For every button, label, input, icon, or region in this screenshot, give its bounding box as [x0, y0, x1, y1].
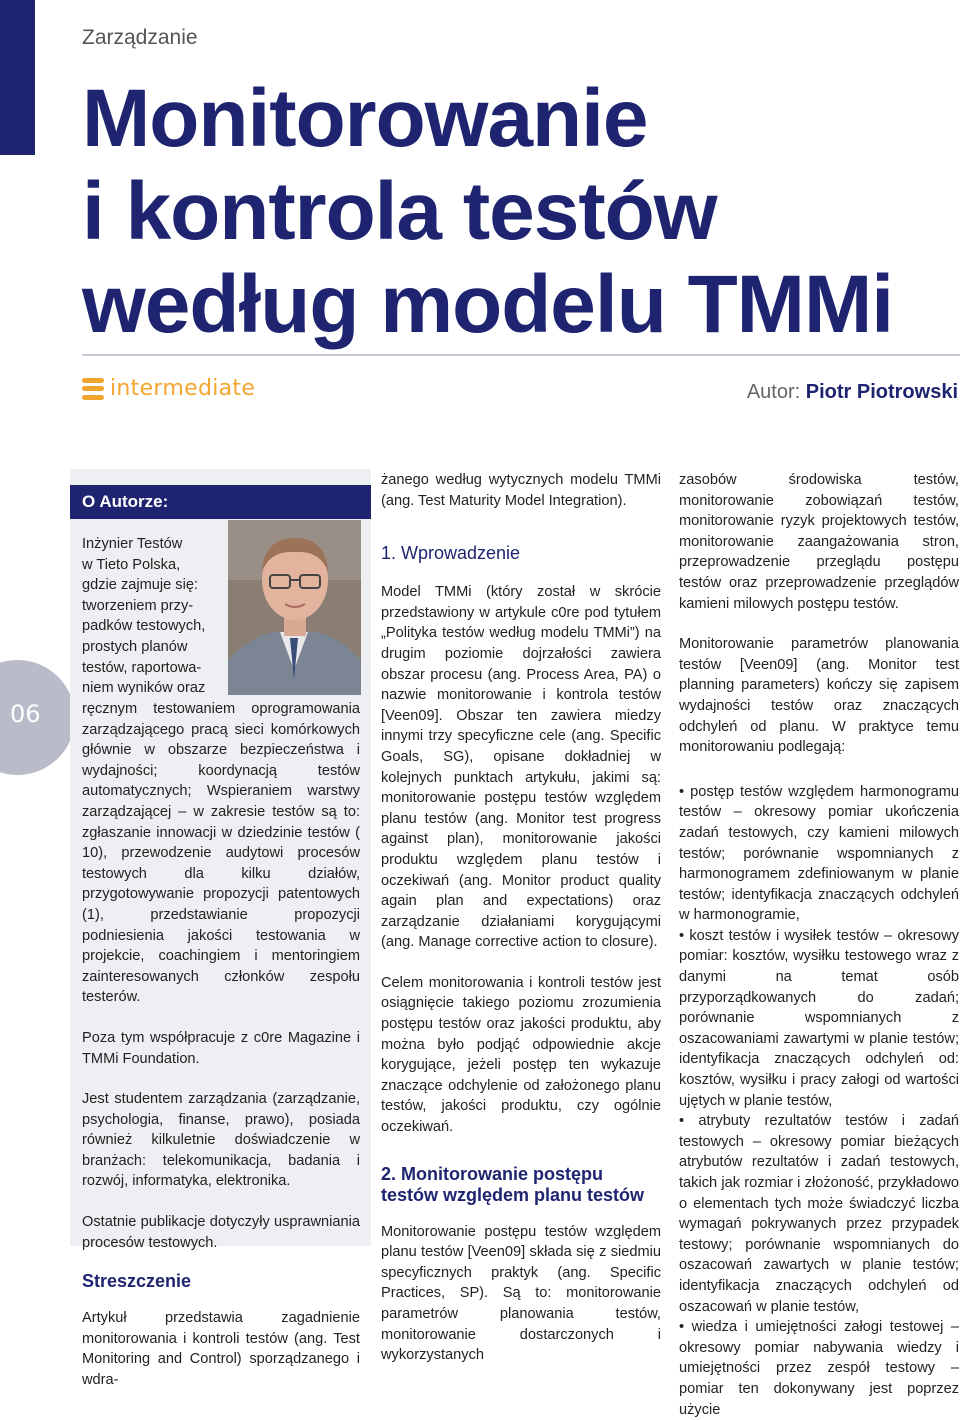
bio-line: padków testowych,	[82, 618, 206, 635]
author-line	[747, 381, 958, 404]
abstract-heading: Streszczenie	[82, 1271, 192, 1291]
page-number: 06	[10, 700, 41, 728]
list-item: • postęp testów względem harmonogramu testów – okresowy pomiar ukończenia zadań testowych, czy kamieni milowych testów; porównanie wspomnianych z harmonogramem zdefiniowanym w planie testów; identyfikacja znaczących odchyleń w harmonogramie,	[679, 783, 959, 924]
paragraph: Model TMMi (który został w skrócie przedstawiony w artykule c0re pod tytułem „Polityka testów według modelu TMMi”) na drugim poziomie dojrzałości zawiera obszar procesu (ang. Process Area, PA) o nazwie monitorowanie i kontrola testów [Veen09]. Obszar ten zawiera miedzy innymi trzy specyficzne cele (ang. Specific Goals, SG), opisane dokładniej w kolejnych punktach artykułu, jakimi są: monitorowanie postępu testów względem planu testów (ang. Monitor test progress against plan), monitorowanie jakości produktu względem planu testów i oczekiwań (ang. Monitor product quality again plan and expectations) oraz zarządzanie działaniami korygującymi (ang. Manage corrective action to closure).	[381, 584, 661, 951]
title-line: według modelu TMMi	[82, 259, 894, 350]
bullet-list	[679, 782, 959, 1420]
bio-line: tworzeniem przy-	[82, 597, 194, 614]
author-portrait	[228, 520, 361, 695]
bio-line: w Tieto Polska,	[82, 556, 181, 573]
level-badge	[82, 376, 255, 401]
bio-collab: Poza tym współpracuje z c0re Magazine i TMMi Foundation.	[82, 1029, 360, 1067]
paragraph: Celem monitorowania i kontroli testów jest osiągnięcie takiego poziomu zrozumienia postępu testów oraz jakości produktu, aby można było podjąć odpowiednie akcje korygujące, jeżeli postęp ten wykazuje znaczące odchylenie od założonego planu testów, jakości produktu, czy ogólnie oczekiwań.	[381, 974, 661, 1136]
section-label: Zarządzanie	[82, 26, 198, 49]
abstract	[82, 1271, 360, 1390]
sidebar-body	[82, 699, 360, 1253]
level-label: intermediate	[110, 376, 256, 401]
paragraph: Monitorowanie parametrów planowania testów [Veen09] (ang. Monitor test planning parameters) kończy się zapisem wydajności testów oraz znaczących odchyleń od planu. W praktyce temu monitorowaniu podlegają:	[679, 636, 959, 756]
portrait-svg	[228, 520, 361, 695]
stacked-bars-icon	[82, 378, 104, 400]
sidebar-intro	[82, 534, 218, 699]
section-heading-2: 2. Monitorowanie postępu testów względem planu testów	[381, 1163, 645, 1205]
bio-education: Jest studentem zarządzania (zarządzanie, psychologia, finanse, prawo), posiada również kilkuletnie doświadczenie w branżach: telekomunikacja, badania i rozwój, informatyka, elektronika.	[82, 1091, 360, 1190]
author-label: Autor:	[746, 381, 801, 403]
bio-text: ręcznym testowaniem oprogramowania zarządzającego pracą sieci komórkowych głównie w obszarze bezpieczeństwa i wydajności; koordynacją testów automatycznych; Wspieraniem warstwy zarządzającej – w zakresie testów są to: zgłaszanie innowacji w dziedzinie testów ( 10), przewodzenie audytowi procesów testowych dla kilku działów, przygotowywanie propozycji patentowych (1), przedstawianie propozycji podniesienia jakości testowania w projekcie, coachingiem i mentoringiem zainteresowanych członków zespołu testerów.	[82, 701, 360, 1006]
column-right	[679, 470, 959, 1420]
paragraph: zasobów środowiska testów, monitorowanie zobowiązań testów, monitorowanie ryzyk projektowych testów, monitorowanie zaangażowania stron, przeprowadzenie przeglądu postępu testów oraz przeprowadzenie przeglądów kamieni milowych postępu testów.	[679, 472, 959, 612]
bio-line: Inżynier Testów	[82, 536, 183, 552]
bio-line: prostych planów	[82, 638, 188, 655]
title-divider	[82, 354, 960, 356]
title-line: i kontrola testów	[82, 166, 717, 257]
bio-line: testów, raportowa-	[82, 659, 202, 676]
bio-line: gdzie zajmuje się:	[82, 577, 198, 594]
list-item: • atrybuty rezultatów testów i zadań testowych – okresowy pomiar bieżących atrybutów rezultatów i zadań testowych, takich jak rozmiar i złożoność, przykładowo o elementach tych może świadczyć liczba wymagań pokrywanych przez przypadek testowy; porównanie wspomnianych do oszacowań zawartych w planie testów; identyfikacja znaczących odchyleń od oszacowań w planie testów,	[679, 1113, 959, 1315]
title-line: Monitorowanie	[82, 73, 648, 164]
paragraph: Monitorowanie postępu testów względem planu testów [Veen09] składa się z siedmiu specyficznych praktyk (ang. Specific Practices, SP). Są to: monitorowanie parametrów planowania testów, monitorowanie dostarczonych i wykorzystanych	[381, 1223, 661, 1364]
bio-line: niem wyników oraz	[82, 680, 206, 697]
accent-bar	[0, 0, 35, 155]
list-item: • koszt testów i wysiłek testów – okresowy pomiar: kosztów, wysiłku testowego wraz z danymi na temat osób przyporządkowanych do zadań; porównanie wspomnianych z oszacowaniami zawartymi w planie testów; identyfikacja znaczących odchyleń od: kosztów, wysiłku i pracy załogi od wartości ujętych w planie testów,	[679, 927, 959, 1109]
sidebar-heading: O Autorze:	[70, 485, 371, 519]
paragraph: żanego według wytycznych modelu TMMi (ang. Test Maturity Model Integration).	[381, 472, 661, 509]
abstract-text: Artykuł przedstawia zagadnienie monitorowania i kontroli testów (ang. Test Monitoring and Control) sporządzanego i wdra-	[82, 1310, 360, 1388]
list-item: • wiedza i umiejętności załogi testowej – okresowy pomiar nabywania wiedzy i umiejętności przez zespół testowy – pomiar ten dokonywany jest poprzez użycie	[679, 1319, 959, 1418]
section-heading-1: 1. Wprowadzenie	[381, 543, 521, 564]
article-title	[82, 72, 893, 351]
column-middle	[381, 470, 661, 1386]
bio-publications: Ostatnie publikacje dotyczyły usprawniania procesów testowych.	[82, 1214, 360, 1251]
author-name: Piotr Piotrowski	[805, 381, 958, 403]
